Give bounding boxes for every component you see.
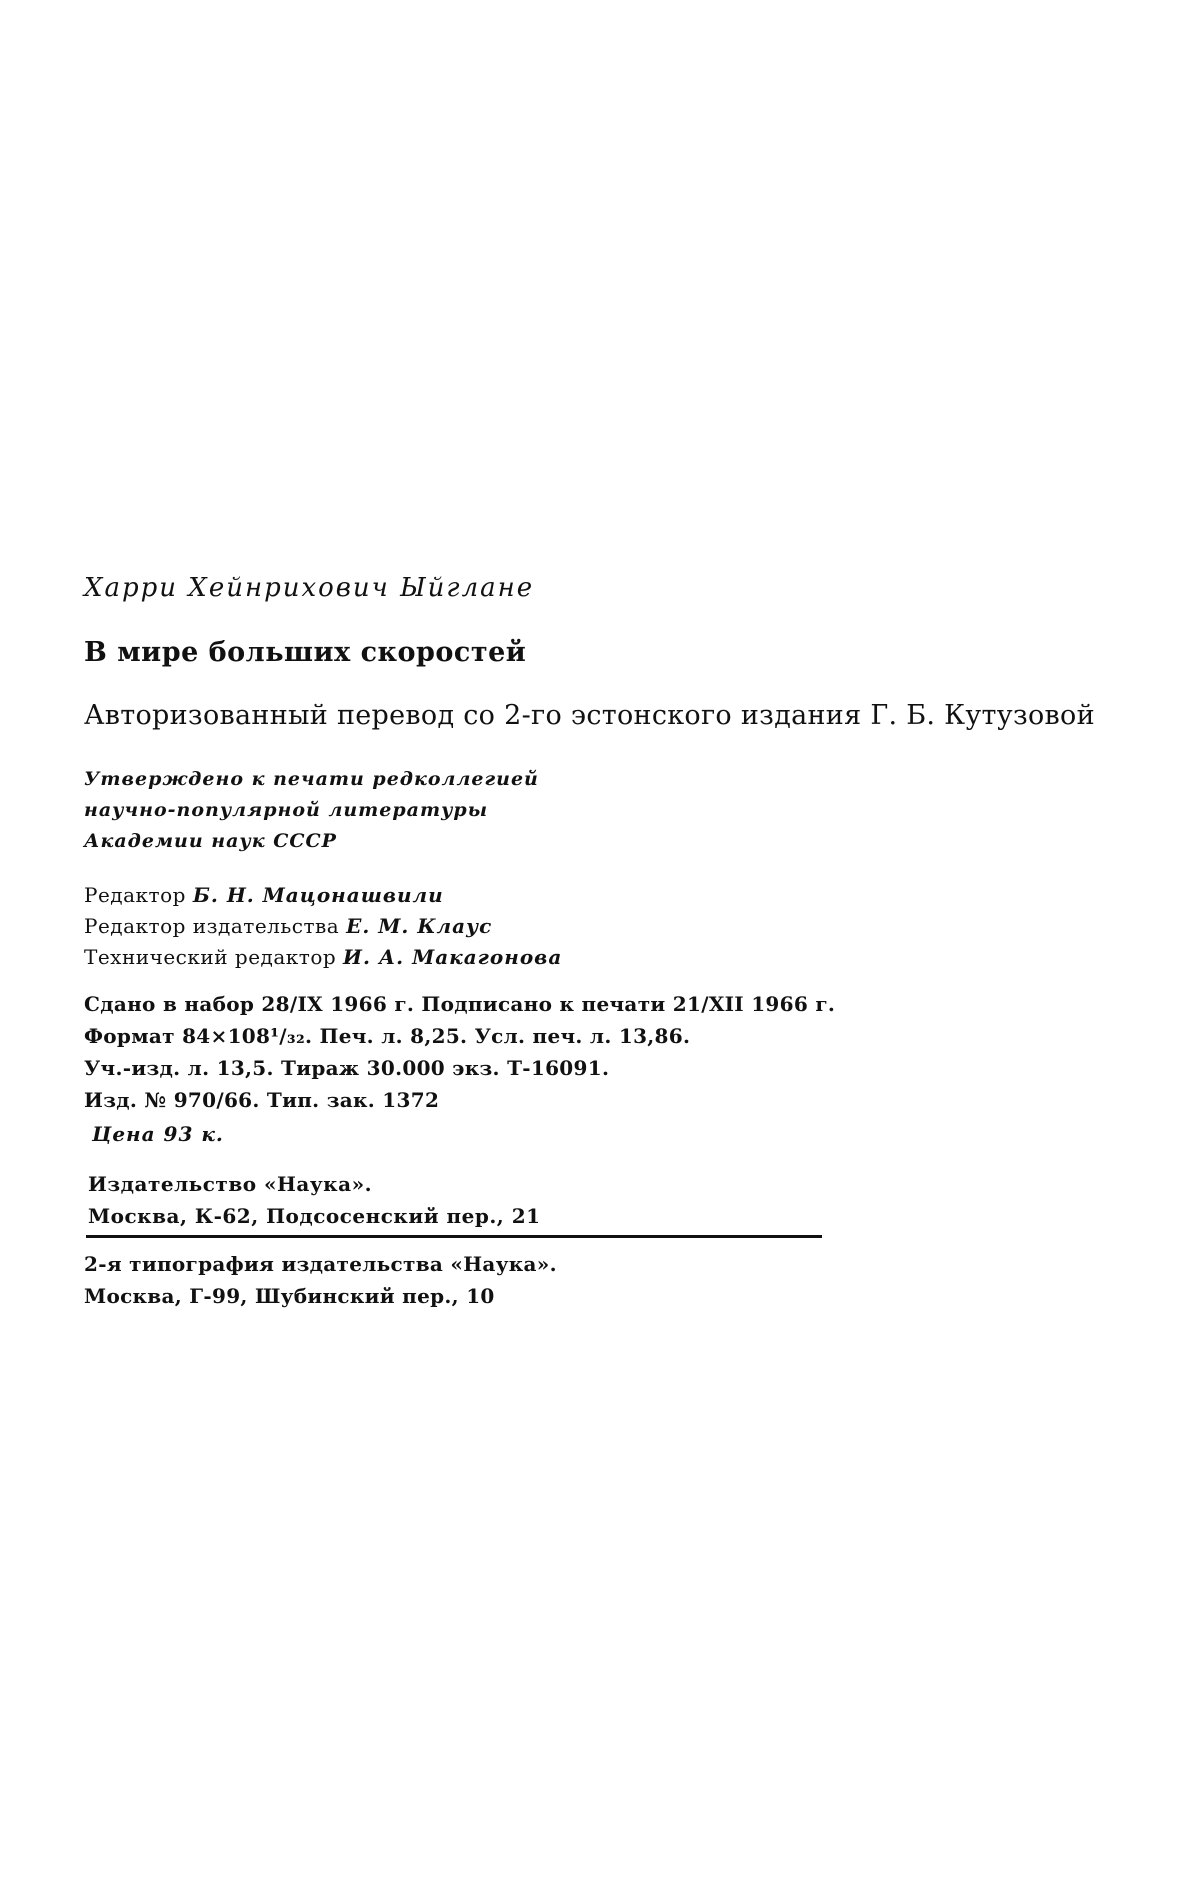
print-detail-line: Изд. № 970/66. Тип. зак. 1372 bbox=[84, 1088, 440, 1112]
approval-statement bbox=[84, 764, 1140, 857]
editor-role: Редактор bbox=[84, 883, 186, 907]
printer-line: Москва, Г-99, Шубинский пер., 10 bbox=[84, 1284, 495, 1308]
approval-line: Академии наук СССР bbox=[84, 830, 337, 852]
price: Цена 93 к. bbox=[92, 1122, 224, 1146]
publisher-info bbox=[88, 1168, 1140, 1232]
print-details bbox=[84, 988, 1140, 1116]
approval-line: научно-популярной литературы bbox=[84, 799, 489, 821]
editors-list bbox=[84, 880, 1140, 973]
publisher-line: Издательство «Наука». bbox=[88, 1172, 373, 1196]
editor-name: Е. М. Клаус bbox=[346, 914, 493, 938]
translation-note: Авторизованный перевод со 2-го эстонского издания Г. Б. Кутузовой bbox=[84, 700, 1095, 731]
editor-name: Б. Н. Мацонашвили bbox=[192, 883, 444, 907]
author-name: Харри Хейнрихович Ыйглане bbox=[84, 573, 535, 603]
editor-line bbox=[84, 911, 1140, 942]
editor-role: Редактор издательства bbox=[84, 914, 340, 938]
editor-role: Технический редактор bbox=[84, 945, 337, 969]
print-detail-line: Уч.-изд. л. 13,5. Тираж 30.000 экз. Т-16091. bbox=[84, 1056, 610, 1080]
editor-line bbox=[84, 942, 1140, 973]
book-title: В мире больших скоростей bbox=[84, 637, 527, 668]
approval-line: Утверждено к печати редколлегией bbox=[84, 768, 539, 790]
printer-info bbox=[84, 1248, 1140, 1312]
printer-line: 2-я типография издательства «Наука». bbox=[84, 1252, 557, 1276]
editor-name: И. А. Макагонова bbox=[343, 945, 563, 969]
divider-rule bbox=[86, 1235, 822, 1238]
print-detail-line: Сдано в набор 28/IX 1966 г. Подписано к печати 21/XII 1966 г. bbox=[84, 992, 836, 1016]
print-detail-line: Формат 84×108¹/₃₂. Печ. л. 8,25. Усл. печ. л. 13,86. bbox=[84, 1024, 691, 1048]
editor-line bbox=[84, 880, 1140, 911]
publisher-line: Москва, К-62, Подсосенский пер., 21 bbox=[88, 1204, 541, 1228]
